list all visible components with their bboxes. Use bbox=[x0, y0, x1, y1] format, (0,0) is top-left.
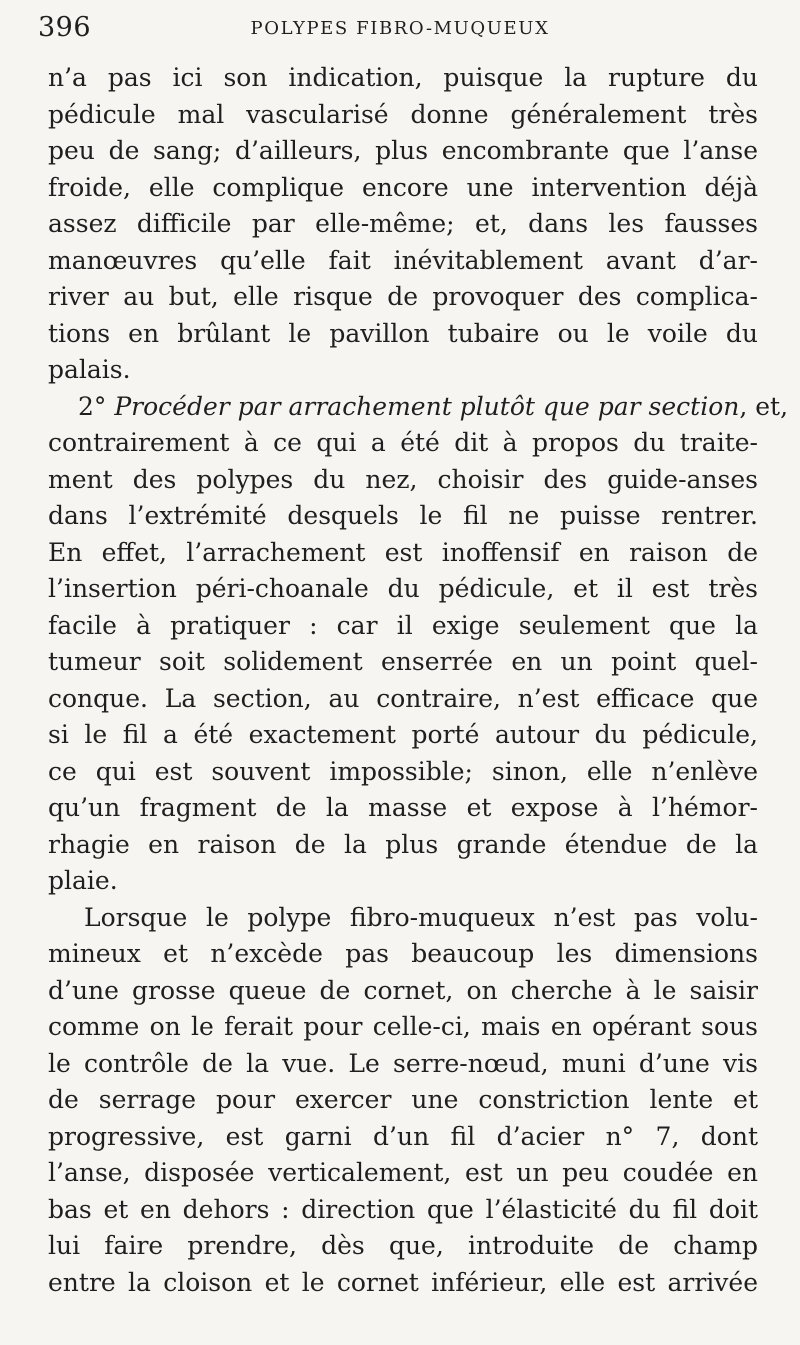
text-line: mineux et n’excède pas beaucoup les dimensions bbox=[48, 939, 758, 968]
text-line: palais. bbox=[48, 355, 131, 384]
text-line: froide, elle complique encore une intervention déjà bbox=[48, 172, 758, 202]
text-line: plaie. bbox=[48, 866, 118, 895]
text-line: Lorsque le polype fibro-muqueux n’est pas volu- bbox=[84, 902, 758, 932]
text-line: entre la cloison et le cornet inférieur, elle est arrivée bbox=[48, 1267, 758, 1297]
text-line: conque. La section, au contraire, n’est efficace que bbox=[48, 683, 758, 713]
text-line: si le fil a été exactement porté autour du pédicule, bbox=[48, 720, 758, 749]
text-line: ce qui est souvent impossible; sinon, elle n’enlève bbox=[48, 756, 758, 786]
text-line: rhagie en raison de la plus grande étendue de la bbox=[48, 829, 758, 859]
point-2-number: 2° bbox=[78, 391, 107, 421]
text-line: tions en brûlant le pavillon tubaire ou le voile du bbox=[48, 318, 758, 348]
text-line: lui faire prendre, dès que, introduite de champ bbox=[48, 1231, 758, 1260]
text-line: En effet, l’arrachement est inoffensif en raison de bbox=[48, 537, 758, 567]
text-line: l’anse, disposée verticalement, est un peu coudée en bbox=[48, 1158, 758, 1187]
text-line: qu’un fragment de la masse et expose à l’hémor- bbox=[48, 793, 758, 822]
text-line: le contrôle de la vue. Le serre-nœud, muni d’une vis bbox=[48, 1048, 758, 1078]
text-line: ment des polypes du nez, choisir des guide-anses bbox=[48, 464, 758, 494]
text-line: de serrage pour exercer une constriction lente et bbox=[48, 1085, 758, 1114]
text-line: river au but, elle risque de provoquer des complica- bbox=[48, 282, 758, 311]
running-title: POLYPES FIBRO-MUQUEUX bbox=[250, 18, 550, 39]
point-2-heading-line bbox=[48, 389, 789, 426]
text-line: assez difficile par elle-même; et, dans les fausses bbox=[48, 209, 758, 238]
point-2-emphasis: Procéder par arrachement plutôt que par section bbox=[114, 391, 740, 421]
text-line: bas et en dehors : direction que l’élasticité du fil doit bbox=[48, 1194, 758, 1224]
text-line: peu de sang; d’ailleurs, plus encombrante que l’anse bbox=[48, 136, 758, 165]
running-head bbox=[38, 12, 762, 52]
text-line: l’insertion péri-choanale du pédicule, et il est très bbox=[48, 574, 758, 603]
text-line: tumeur soit solidement enserrée en un point quel- bbox=[48, 647, 758, 676]
body-text bbox=[48, 60, 789, 1301]
text-line: comme on le ferait pour celle-ci, mais en opérant sous bbox=[48, 1012, 758, 1041]
point-2-tail: , et, bbox=[739, 391, 789, 421]
text-line: dans l’extrémité desquels le fil ne puisse rentrer. bbox=[48, 501, 758, 530]
page-number: 396 bbox=[38, 12, 92, 43]
text-line: pédicule mal vascularisé donne généralement très bbox=[48, 99, 758, 129]
text-line: d’une grosse queue de cornet, on cherche à le saisir bbox=[48, 975, 758, 1005]
text-line: facile à pratiquer : car il exige seulement que la bbox=[48, 610, 758, 640]
text-line: manœuvres qu’elle fait inévitablement avant d’ar- bbox=[48, 245, 758, 275]
text-line: progressive, est garni d’un fil d’acier n° 7, dont bbox=[48, 1121, 758, 1151]
text-line: contrairement à ce qui a été dit à propos du traite- bbox=[48, 428, 758, 457]
text-line: n’a pas ici son indication, puisque la rupture du bbox=[48, 63, 758, 92]
